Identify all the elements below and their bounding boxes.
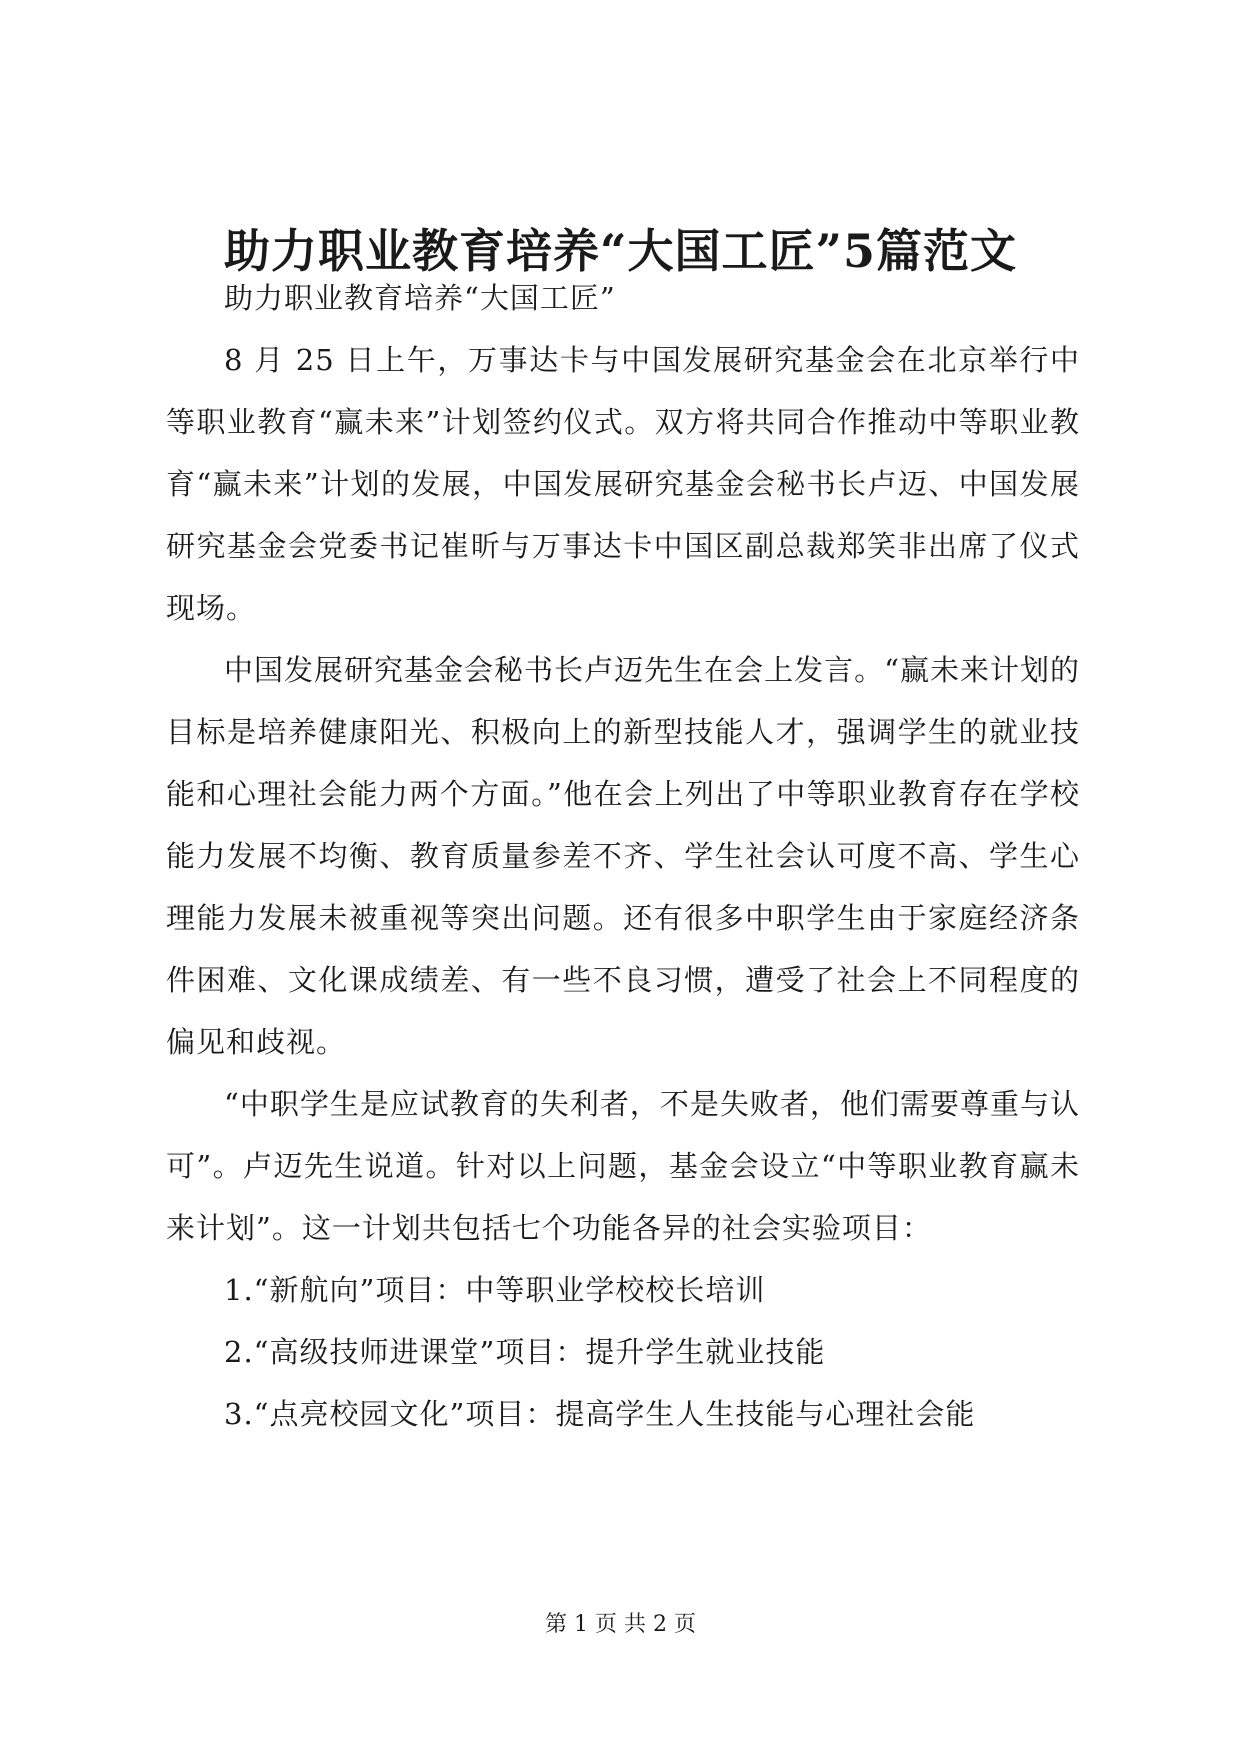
document-body [166,267,1080,1445]
list-item: 3.“点亮校园文化”项目：提高学生人生技能与心理社会能 [224,1397,976,1431]
body-paragraph: 中国发展研究基金会秘书长卢迈先生在会上发言。“赢未来计划的目标是培养健康阳光、积极向上的新型技能人才，强调学生的就业技能和心理社会能力两个方面。”他在会上列出了中等职业教育存在学校能力发展不均衡、教育质量参差不齐、学生社会认可度不高、学生心理能力发展未被重视等突出问题。还有很多中职学生由于家庭经济条件困难、文化课成绩差、有一些不良习惯，遭受了社会上不同程度的偏见和歧视。 [166,653,1080,1059]
document-title: 助力职业教育培养“大国工匠”5篇范文 [224,224,1017,278]
subtitle-paragraph: 助力职业教育培养“大国工匠” [224,281,616,315]
list-item: 2.“高级技师进课堂”项目：提升学生就业技能 [224,1335,826,1369]
body-paragraph: 8 月 25 日上午，万事达卡与中国发展研究基金会在北京举行中等职业教育“赢未来”计划签约仪式。双方将共同合作推动中等职业教育“赢未来”计划的发展，中国发展研究基金会秘书长卢迈、中国发展研究基金会党委书记崔昕与万事达卡中国区副总裁郑笑非出席了仪式现场。 [166,343,1080,625]
list-item: 1.“新航向”项目：中等职业学校校长培训 [224,1273,766,1307]
page-number-footer: 第 1 页 共 2 页 [545,1612,696,1637]
body-paragraph: “中职学生是应试教育的失利者，不是失败者，他们需要尊重与认可”。卢迈先生说道。针对以上问题，基金会设立“中等职业教育赢未来计划”。这一计划共包括七个功能各异的社会实验项目： [166,1087,1080,1245]
